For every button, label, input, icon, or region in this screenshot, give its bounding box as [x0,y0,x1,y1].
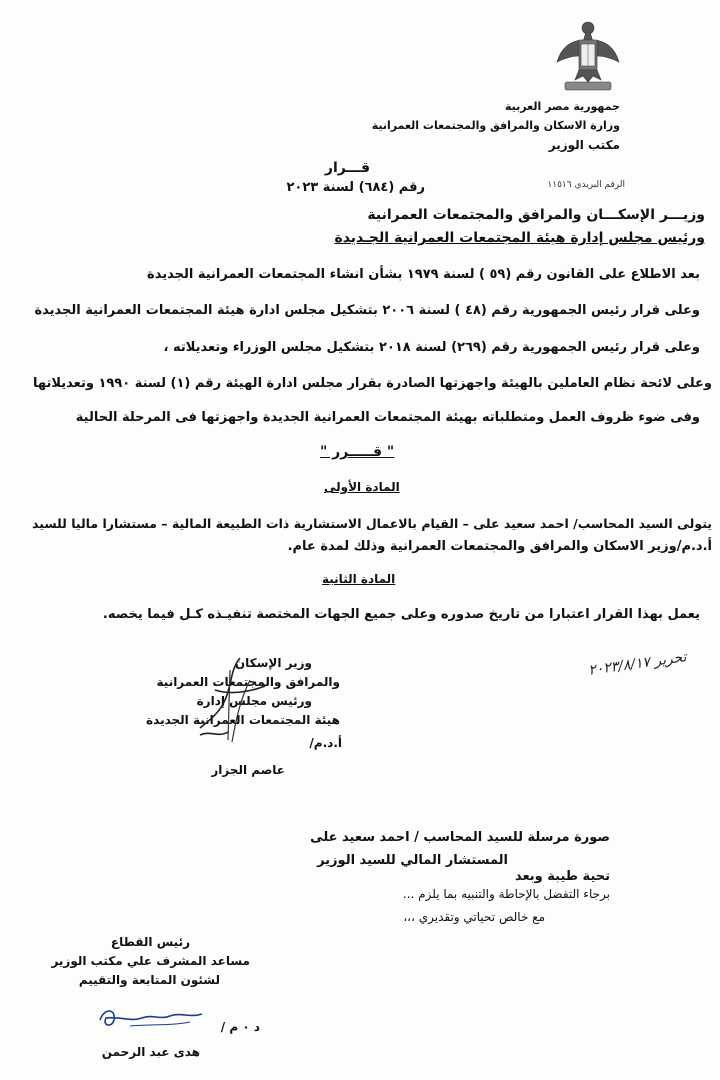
article-1-line: أ.د.م/وزير الاسكان والمرافق والمجتمعات العمرانية وذلك لمدة عام. [287,539,712,554]
issuer-subtitle: ورئيس مجلس إدارة هيئة المجتمعات العمرانية الجـديدة [334,230,705,246]
preamble-line: بعد الاطلاع على القانون رقم (٥٩ ) لسنة ١٩٧٩ بشأن انشاء المجتمعات العمرانية الجديدة [147,267,700,282]
postal-code: الرقم البريدي ١١٥١٦ [547,180,625,190]
preamble-line: وعلى قرار رئيس الجمهورية رقم (٢٦٩) لسنة ٢٠١٨ بتشكيل مجلس الوزراء وتعديلاته ، [163,340,700,355]
minister-title: أ.د.م/ [309,736,342,750]
handwritten-date-note: تحرير ٢٠٢٣/٨/١٧ [587,649,688,679]
preamble-line: وعلى قرار رئيس الجمهورية رقم (٤٨ ) لسنة ٢٠٠٦ بتشكيل مجلس ادارة هيئة المجتمعات العمرانية الجديدة [34,303,700,318]
article-2-heading: المادة الثانية [322,572,396,586]
decision-number: رقم (٦٨٤) لسنة ٢٠٢٣ [286,180,425,195]
sector-head-line: رئيس القطاع [110,935,190,949]
closing-request: برجاء التفضل بالإحاطة والتنبيه بما يلزم ... [402,887,610,901]
signature-line: والمرافق والمجتمعات العمرانية [156,675,340,689]
decision-title: قـــرار [324,160,370,176]
sector-head-line: مساعد المشرف علي مكتب الوزير [51,954,250,968]
closing-greeting: تحية طيبة وبعد [514,869,610,884]
minister-name: عاصم الجزار [211,763,285,777]
copy-recipient-title: المستشار المالي للسيد الوزير [317,853,508,868]
minister-signature-scribble [170,650,280,750]
office-name: مكتب الوزير [548,138,620,152]
copy-recipient: صورة مرسلة للسيد المحاسب / احمد سعيد على [310,830,610,845]
sector-head-name: هدى عبد الرحمن [101,1045,200,1059]
preamble-line: وعلى لائحة نظام العاملين بالهيئة واجهزتها الصادرة بقرار مجلس ادارة الهيئة رقم (١) لسنة ١٩٩٠ وتعديلاتها [33,376,712,391]
article-2-text: يعمل بهذا القرار اعتبارا من تاريخ صدوره وعلى جميع الجهات المختصة تنفيـذه كـل فيما يخصه. [102,607,700,622]
ministry-name: وزارة الاسكان والمرافق والمجتمعات العمرانية [371,119,620,132]
closing-regards: مع خالص تحياتي وتقديري ،،، [403,910,545,924]
article-1-heading: المادة الأولى [324,480,400,494]
signature-line: ورئيس مجلس إدارة [196,694,312,708]
signature-line: وزير الإسكان [234,656,312,670]
sector-head-signature-scribble [90,1000,210,1034]
sector-head-title: د ٠ م / [220,1020,260,1034]
signature-line: هيئة المجتمعات العمرانية الجديدة [146,713,340,727]
coat-of-arms-eagle-icon [553,18,623,96]
sector-head-line: لشئون المتابعة والتقييم [78,973,220,987]
decides-heading: " قـــــرر " [320,444,395,460]
country-name: جمهورية مصر العربية [505,100,620,113]
preamble-line: وفى ضوء ظروف العمل ومتطلباته بهيئة المجتمعات العمرانية الجديدة واجهزتها فى المرحلة الحالية [75,410,700,425]
article-1-line: يتولى السيد المحاسب/ احمد سعيد على – القيام بالاعمال الاستشارية ذات الطبيعة المالية – مستشارا ماليا للسيد [32,516,712,531]
issuer-title: وزيـــر الإسكـــان والمرافق والمجتمعات العمرانية [367,207,705,223]
